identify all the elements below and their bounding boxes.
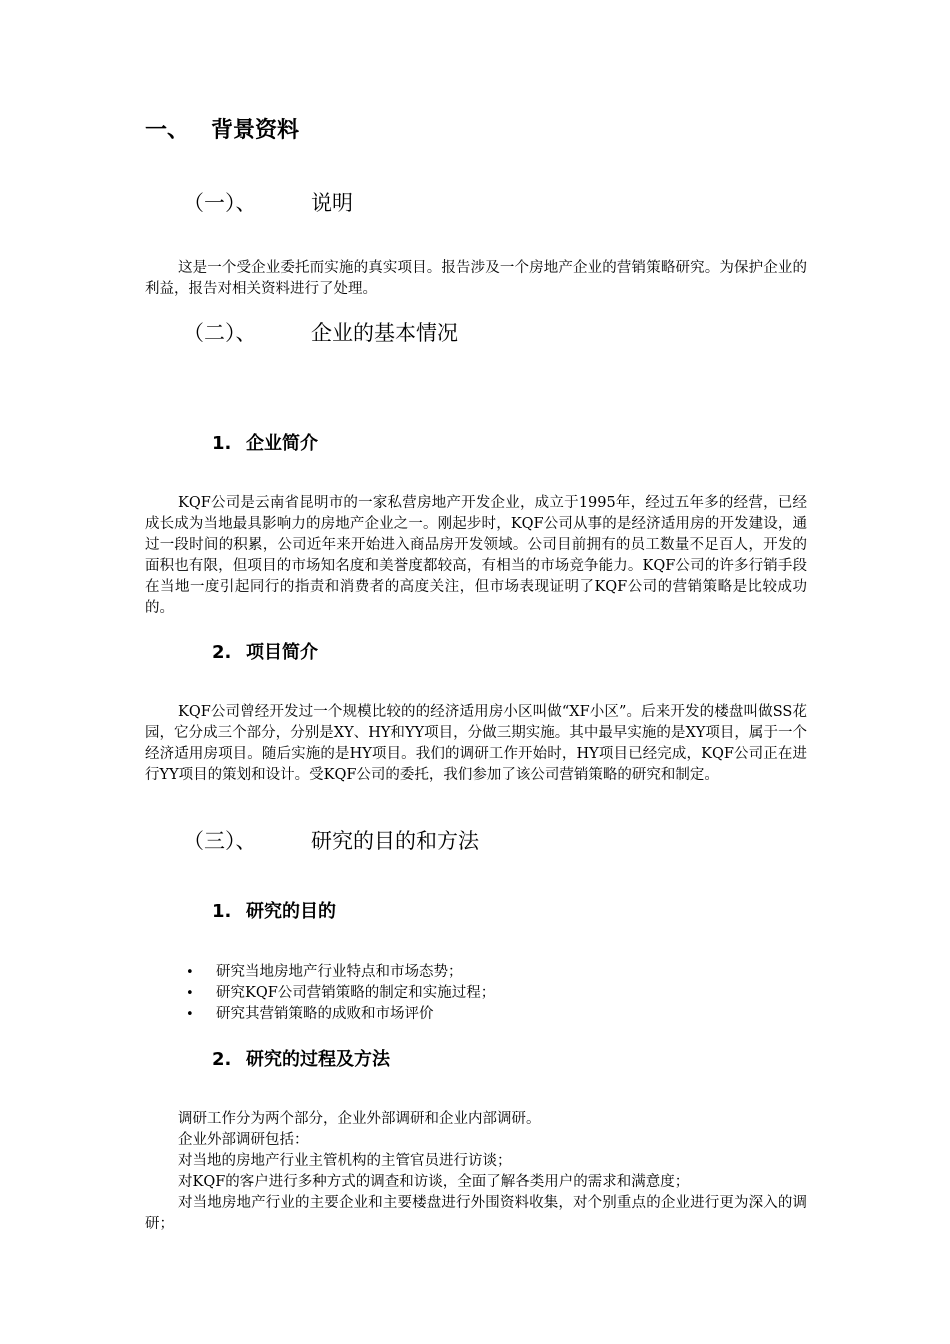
heading-project-profile [212,640,318,666]
subsection-number: （三）、 [183,829,257,853]
heading-number: 2. [212,1049,232,1070]
subsection-number: （一）、 [183,191,257,215]
heading-number: 1. [212,433,232,454]
heading-title: 项目简介 [246,642,318,663]
heading-title: 企业简介 [246,433,318,454]
heading-company-profile [212,431,318,457]
section-heading-background [145,116,299,146]
list-item-text: 研究其营销策略的成败和市场评价 [216,1006,434,1022]
subsection-heading-research-goals-methods [183,826,479,856]
subsection-title: 研究的目的和方法 [311,829,479,853]
bullet-icon: • [186,986,194,1001]
section-number: 一、 [145,118,190,143]
list-item-text: 研究KQF公司营销策略的制定和实施过程； [216,985,496,1001]
list-item [186,983,495,1004]
subsection-heading-explanation [183,188,353,218]
heading-title: 研究的目的 [246,901,336,922]
bullet-icon: • [186,965,194,980]
heading-number: 1. [212,901,232,922]
list-item [186,962,495,983]
subsection-title: 企业的基本情况 [311,321,458,345]
method-line: 对当地的房地产行业主管机构的主管官员进行访谈； [178,1153,512,1169]
list-item-text: 研究当地房地产行业特点和市场态势； [216,964,463,980]
method-line: 对KQF的客户进行多种方式的调查和访谈，全面了解各类用户的需求和满意度； [178,1174,690,1190]
company-profile-paragraph: KQF公司是云南省昆明市的一家私营房地产开发企业，成立于1995年，经过五年多的经营，已经成长成为当地最具影响力的房地产企业之一。刚起步时，KQF公司从事的是经济适用房的开发建设，通过一段时间的积累，公司近年来开始进入商品房开发领域。公司目前拥有的员工数量不足百人，开发的面积也有限，但项目的市场知名度和美誉度都较高，有相当的市场竞争能力。KQF公司的许多行销手段在当地一度引起同行的指责和消费者的高度关注，但市场表现证明了KQF公司的营销策略是比较成功的。 [145,495,807,616]
intro-paragraph: 这是一个受企业委托而实施的真实项目。报告涉及一个房地产企业的营销策略研究。为保护企业的利益，报告对相关资料进行了处理。 [145,260,807,297]
subsection-heading-company-basics [183,318,458,348]
method-line: 调研工作分为两个部分，企业外部调研和企业内部调研。 [178,1111,541,1127]
section-title: 背景资料 [211,118,300,143]
project-profile-paragraph: KQF公司曾经开发过一个规模比较的的经济适用房小区叫做“XF小区”。后来开发的楼盘叫做SS花园，它分成三个部分，分别是XY、HY和YY项目，分做三期实施。其中最早实施的是XY项目，属于一个经济适用房项目。随后实施的是HY项目。我们的调研工作开始时，HY项目已经完成，KQF公司正在进行YY项目的策划和设计。受KQF公司的委托，我们参加了该公司营销策略的研究和制定。 [145,704,807,783]
method-line: 企业外部调研包括： [178,1132,309,1148]
research-purpose-list [186,962,495,1025]
heading-number: 2. [212,642,232,663]
bullet-icon: • [186,1007,194,1022]
heading-research-process [212,1047,390,1073]
subsection-number: （二）、 [183,321,257,345]
heading-title: 研究的过程及方法 [246,1049,390,1070]
subsection-title: 说明 [311,191,353,215]
method-paragraph-last: 对当地房地产行业的主要企业和主要楼盘进行外围资料收集，对个别重点的企业进行更为深入的调研； [145,1195,807,1232]
list-item [186,1004,495,1025]
heading-research-purpose [212,899,336,925]
